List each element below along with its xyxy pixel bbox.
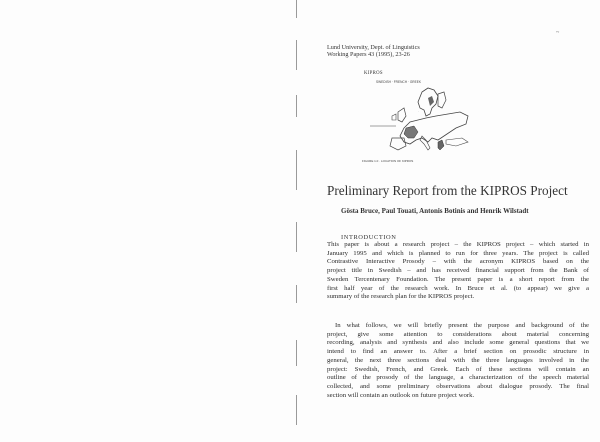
text-line: Contrastive Interactive Prosody – with the acronym KIPROS based on the bbox=[327, 258, 589, 266]
map-top-caption: SWEDISH · FRENCH · GREEK bbox=[376, 80, 421, 84]
text-line: This paper is about a research project – the KIPROS project – which started in bbox=[327, 241, 589, 248]
text-line: general, the next three sections deal with the three languages involved in the bbox=[327, 356, 589, 364]
europe-map-figure bbox=[352, 78, 480, 164]
text-line: section will contain an outlook on future project work. bbox=[327, 391, 475, 399]
map-bottom-caption: FIGURE 1.0 · LOCATION OF KIPROS bbox=[362, 159, 414, 163]
text-line: collected, and some preliminary observations about dialogue prosody. The final bbox=[327, 382, 589, 390]
text-line: project, give some attention to considerations about material concerning bbox=[327, 330, 589, 338]
text-line: Sweden Tercentenary Foundation. The present paper is a short report from the bbox=[327, 275, 589, 283]
text-line: project: Swedish, French, and Greek. Each of these sections will contain an bbox=[327, 365, 589, 373]
corner-mark: ~ bbox=[556, 30, 560, 36]
text-line: project title in Swedish – and has received financial support from the Bank of bbox=[327, 267, 589, 275]
page-fold-line bbox=[296, 0, 297, 442]
paper-title: Preliminary Report from the KIPROS Project bbox=[327, 183, 568, 198]
text-line: In what follows, we will briefly present the purpose and background of the bbox=[335, 322, 589, 329]
section-heading: INTRODUCTION bbox=[341, 234, 397, 241]
text-line: intend to find an answer to. After a brief section on prosodic structure in bbox=[327, 348, 589, 356]
paragraph-intro bbox=[327, 241, 589, 302]
svg-text:·: · bbox=[418, 109, 419, 113]
text-line: recording, analysis and synthesis and also include some general questions that we bbox=[327, 339, 589, 347]
journal-header bbox=[327, 44, 420, 58]
figure-label: KIPROS bbox=[364, 71, 383, 76]
text-line: outline of the prosody of the language, a characterization of the speech material bbox=[327, 374, 589, 382]
paragraph-outline bbox=[327, 322, 589, 400]
text-line: first half year of the research work. In Bruce et al. (to appear) we give a bbox=[327, 284, 589, 292]
text-line: January 1995 and which is planned to run for three years. The project is called bbox=[327, 249, 589, 257]
text-line: summary of the research plan for the KIPROS project. bbox=[327, 293, 475, 301]
header-line-2: Working Papers 43 (1995), 23-26 bbox=[327, 51, 410, 58]
header-line-1: Lund University, Dept. of Linguistics bbox=[327, 44, 420, 51]
europe-map-icon bbox=[352, 78, 480, 164]
author-list: Gösta Bruce, Paul Touati, Antonis Botinis and Henrik Wilstadt bbox=[341, 207, 529, 215]
